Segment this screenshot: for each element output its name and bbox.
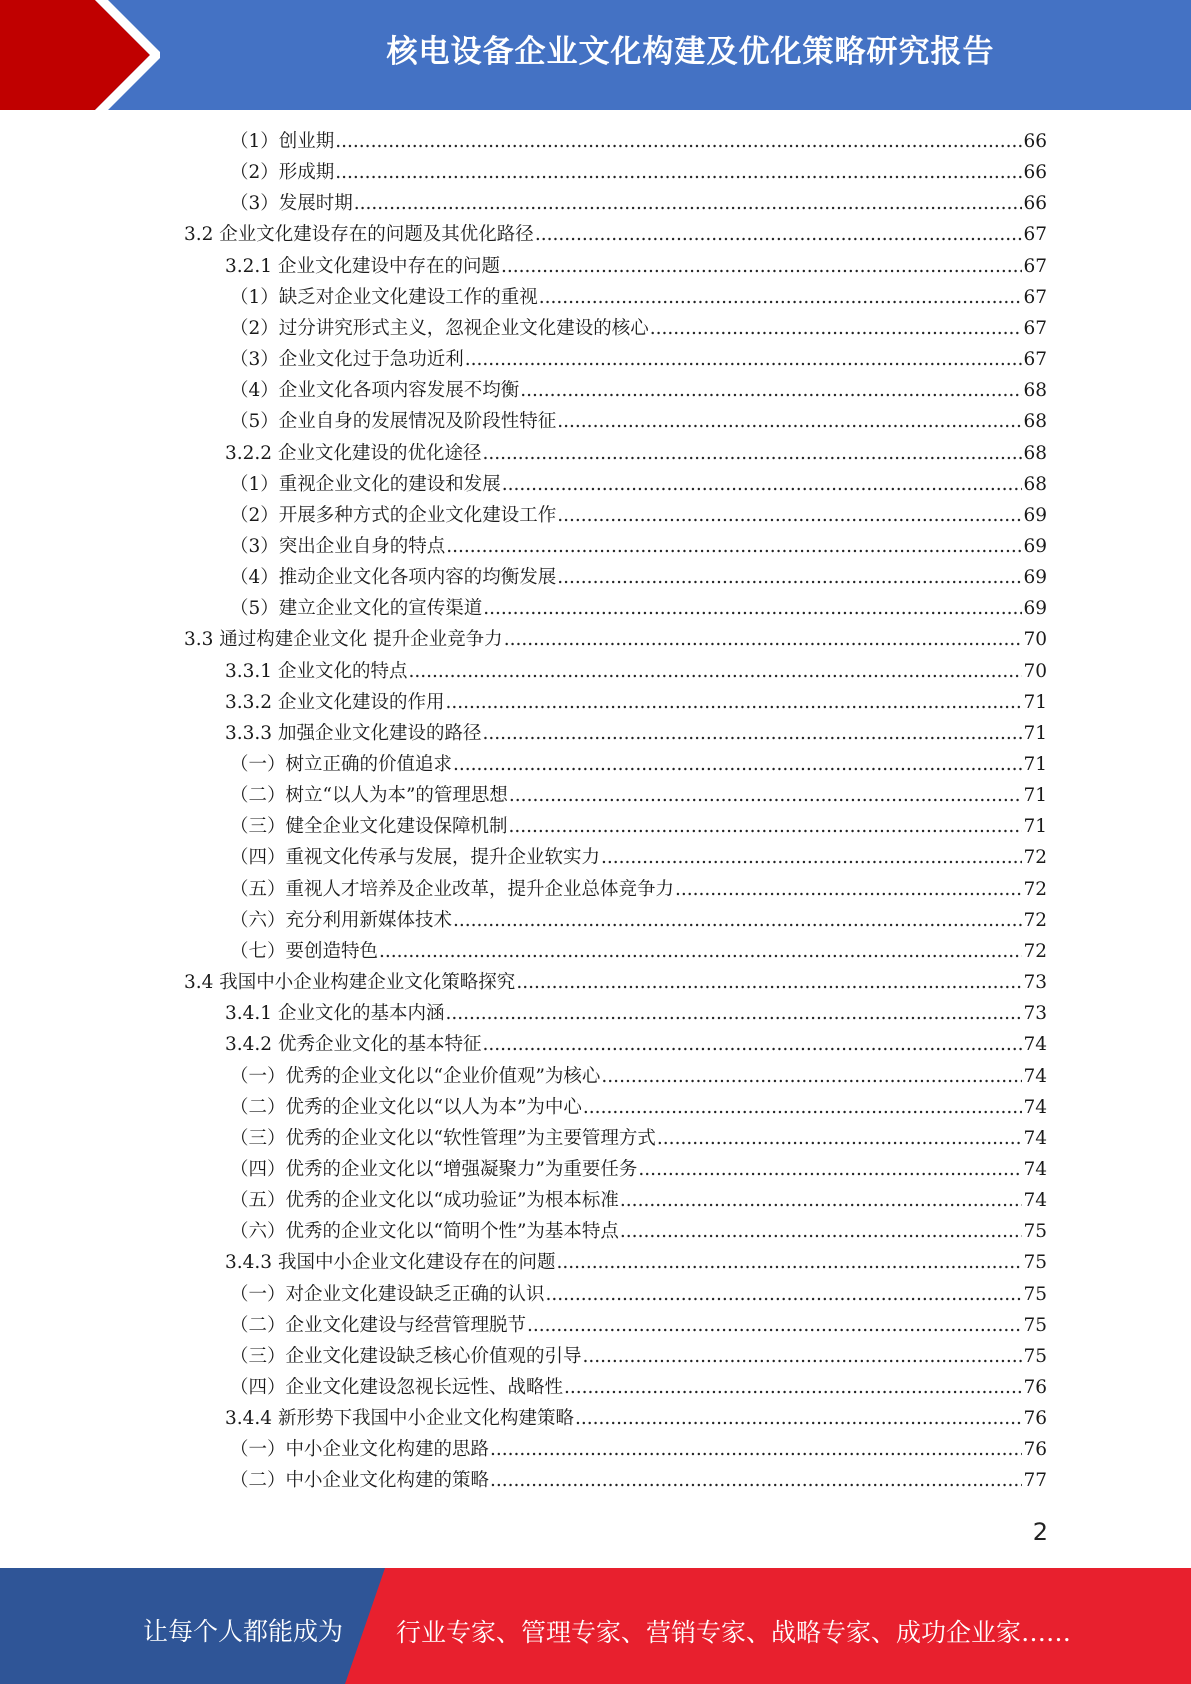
toc-entry[interactable] <box>225 689 1047 717</box>
toc-dot-leader <box>509 782 1023 810</box>
toc-entry[interactable] <box>225 1249 1047 1277</box>
toc-entry[interactable] <box>230 844 1047 872</box>
toc-entry-page: 71 <box>1023 816 1047 837</box>
toc-entry-page: 71 <box>1023 692 1047 713</box>
footer-slogan-left: 让每个人都能成为 <box>143 1617 344 1646</box>
toc-entry-title: （三）企业文化建设缺乏核心价值观的引导 <box>230 1346 582 1367</box>
toc-dot-leader <box>601 1063 1022 1091</box>
toc-entry-title: （二）树立“以人为本”的管理思想 <box>230 785 508 806</box>
toc-entry-title: （七）要创造特色 <box>230 941 379 962</box>
toc-dot-leader <box>620 1218 1023 1246</box>
toc-entry-page: 74 <box>1023 1159 1047 1180</box>
toc-entry-page: 74 <box>1023 1034 1047 1055</box>
toc-entry[interactable] <box>230 1063 1047 1091</box>
toc-entry-page: 69 <box>1023 567 1047 588</box>
toc-dot-leader <box>546 1281 1023 1309</box>
toc-entry[interactable] <box>230 284 1047 312</box>
toc-dot-leader <box>564 1374 1022 1402</box>
toc-entry-page: 76 <box>1023 1377 1047 1398</box>
toc-entry-title: （一）中小企业文化构建的思路 <box>230 1439 490 1460</box>
footer-slogan-right: 行业专家、管理专家、营销专家、战略专家、成功企业家…… <box>396 1618 1072 1647</box>
toc-dot-leader <box>483 595 1022 623</box>
toc-entry-title: 3.2.2 企业文化建设的优化途径 <box>225 443 482 464</box>
toc-entry[interactable] <box>230 471 1047 499</box>
toc-entry-page: 74 <box>1023 1190 1047 1211</box>
toc-entry-title: 3.2 企业文化建设存在的问题及其优化路径 <box>184 224 534 245</box>
toc-entry[interactable] <box>230 564 1047 592</box>
toc-entry-page: 68 <box>1023 474 1047 495</box>
toc-entry-title: 3.3.1 企业文化的特点 <box>225 661 408 682</box>
toc-entry-page: 75 <box>1023 1221 1047 1242</box>
toc-entry-page: 72 <box>1023 879 1047 900</box>
toc-dot-leader <box>504 626 1023 654</box>
document-title: 核电设备企业文化构建及优化策略研究报告 <box>386 34 995 70</box>
toc-entry[interactable] <box>230 1156 1047 1184</box>
toc-entry[interactable] <box>184 969 1047 997</box>
toc-entry-title: （一）树立正确的价值追求 <box>230 754 453 775</box>
toc-dot-leader <box>527 1312 1022 1340</box>
toc-entry-title: （2）形成期 <box>230 162 335 183</box>
toc-dot-leader <box>453 751 1022 779</box>
toc-entry-page: 67 <box>1023 287 1047 308</box>
toc-entry[interactable] <box>230 1218 1047 1246</box>
toc-entry[interactable] <box>230 128 1047 156</box>
toc-entry-page: 67 <box>1023 224 1047 245</box>
toc-entry[interactable] <box>230 782 1047 810</box>
toc-entry[interactable] <box>230 1436 1047 1464</box>
toc-entry-title: （六）充分利用新媒体技术 <box>230 910 453 931</box>
toc-dot-leader <box>675 876 1022 904</box>
toc-entry[interactable] <box>230 408 1047 436</box>
toc-entry[interactable] <box>225 1000 1047 1028</box>
toc-entry[interactable] <box>230 938 1047 966</box>
toc-entry[interactable] <box>230 377 1047 405</box>
toc-entry[interactable] <box>230 1125 1047 1153</box>
toc-entry-page: 70 <box>1023 661 1047 682</box>
toc-entry-page: 74 <box>1023 1128 1047 1149</box>
toc-entry-title: （二）企业文化建设与经营管理脱节 <box>230 1315 527 1336</box>
toc-dot-leader <box>445 689 1022 717</box>
toc-entry-title: （三）优秀的企业文化以“软性管理”为主要管理方式 <box>230 1128 656 1149</box>
toc-dot-leader <box>575 1405 1022 1433</box>
toc-entry-title: 3.3.3 加强企业文化建设的路径 <box>225 723 482 744</box>
toc-entry[interactable] <box>225 440 1047 468</box>
toc-dot-leader <box>482 1031 1022 1059</box>
toc-entry-title: （五）重视人才培养及企业改革，提升企业总体竞争力 <box>230 879 675 900</box>
toc-entry[interactable] <box>184 221 1047 249</box>
toc-entry[interactable] <box>230 1343 1047 1371</box>
toc-dot-leader <box>583 1343 1023 1371</box>
toc-entry[interactable] <box>230 346 1047 374</box>
toc-entry[interactable] <box>230 1312 1047 1340</box>
toc-entry-title: （3）发展时期 <box>230 193 353 214</box>
toc-dot-leader <box>446 533 1022 561</box>
toc-entry-title: （六）优秀的企业文化以“简明个性”为基本特点 <box>230 1221 619 1242</box>
toc-entry[interactable] <box>230 876 1047 904</box>
toc-entry-page: 69 <box>1023 598 1047 619</box>
toc-dot-leader <box>520 377 1022 405</box>
toc-entry[interactable] <box>230 502 1047 530</box>
toc-entry-title: （5）建立企业文化的宣传渠道 <box>230 598 483 619</box>
toc-dot-leader <box>557 502 1022 530</box>
toc-entry-title: （2）开展多种方式的企业文化建设工作 <box>230 505 557 526</box>
toc-entry-title: （1）缺乏对企业文化建设工作的重视 <box>230 287 538 308</box>
toc-entry-page: 66 <box>1023 131 1047 152</box>
toc-entry-title: （二）优秀的企业文化以“以人为本”为中心 <box>230 1097 582 1118</box>
toc-entry-page: 68 <box>1023 443 1047 464</box>
toc-entry[interactable] <box>230 1281 1047 1309</box>
toc-entry-title: （四）优秀的企业文化以“增强凝聚力”为重要任务 <box>230 1159 638 1180</box>
toc-entry-title: 3.3.2 企业文化建设的作用 <box>225 692 445 713</box>
toc-entry[interactable] <box>230 813 1047 841</box>
toc-entry[interactable] <box>230 159 1047 187</box>
toc-entry-title: （四）重视文化传承与发展，提升企业软实力 <box>230 847 601 868</box>
toc-dot-leader <box>557 408 1022 436</box>
toc-entry-page: 77 <box>1023 1470 1047 1491</box>
toc-entry-page: 73 <box>1023 1003 1047 1024</box>
toc-entry[interactable] <box>230 315 1047 343</box>
toc-entry-page: 68 <box>1023 380 1047 401</box>
toc-entry-title: （1）创业期 <box>230 131 335 152</box>
toc-entry-title: 3.2.1 企业文化建设中存在的问题 <box>225 256 500 277</box>
toc-entry-page: 66 <box>1023 162 1047 183</box>
toc-dot-leader <box>601 844 1022 872</box>
toc-dot-leader <box>501 253 1022 281</box>
toc-entry-page: 75 <box>1023 1315 1047 1336</box>
page-number: 2 <box>1032 1518 1048 1546</box>
toc-dot-leader <box>445 1000 1022 1028</box>
toc-dot-leader <box>354 190 1023 218</box>
toc-entry-page: 74 <box>1023 1066 1047 1087</box>
toc-dot-leader <box>556 1249 1022 1277</box>
toc-dot-leader <box>335 128 1022 156</box>
toc-entry-title: 3.4.2 优秀企业文化的基本特征 <box>225 1034 482 1055</box>
toc-dot-leader <box>465 346 1023 374</box>
toc-entry-title: （2）过分讲究形式主义，忽视企业文化建设的核心 <box>230 318 649 339</box>
toc-entry-page: 73 <box>1023 972 1047 993</box>
toc-entry-page: 74 <box>1023 1097 1047 1118</box>
toc-entry-title: （三）健全企业文化建设保障机制 <box>230 816 508 837</box>
toc-dot-leader <box>490 1467 1022 1495</box>
toc-dot-leader <box>509 813 1023 841</box>
toc-entry[interactable] <box>230 595 1047 623</box>
toc-entry[interactable] <box>230 533 1047 561</box>
toc-entry-title: （3）企业文化过于急功近利 <box>230 349 464 370</box>
toc-entry-title: 3.4.4 新形势下我国中小企业文化构建策略 <box>225 1408 574 1429</box>
toc-entry-page: 75 <box>1023 1252 1047 1273</box>
toc-entry-title: 3.4.1 企业文化的基本内涵 <box>225 1003 445 1024</box>
toc-entry[interactable] <box>230 1187 1047 1215</box>
toc-dot-leader <box>650 315 1023 343</box>
toc-dot-leader <box>657 1125 1023 1153</box>
toc-entry-page: 76 <box>1023 1408 1047 1429</box>
toc-dot-leader <box>516 969 1022 997</box>
toc-entry-page: 66 <box>1023 193 1047 214</box>
toc-entry-page: 71 <box>1023 785 1047 806</box>
toc-entry-page: 75 <box>1023 1346 1047 1367</box>
toc-entry-title: （1）重视企业文化的建设和发展 <box>230 474 501 495</box>
toc-entry-page: 70 <box>1023 629 1047 650</box>
toc-dot-leader <box>557 564 1022 592</box>
toc-dot-leader <box>583 1094 1023 1122</box>
toc-entry-title: （一）对企业文化建设缺乏正确的认识 <box>230 1284 545 1305</box>
toc-entry[interactable] <box>230 907 1047 935</box>
toc-entry[interactable] <box>184 626 1047 654</box>
header-red-arrow <box>0 0 150 110</box>
toc-entry[interactable] <box>225 1405 1047 1433</box>
toc-entry-title: 3.3 通过构建企业文化 提升企业竞争力 <box>184 629 503 650</box>
toc-entry-page: 72 <box>1023 910 1047 931</box>
toc-entry[interactable] <box>225 253 1047 281</box>
toc-dot-leader <box>502 471 1023 499</box>
toc-dot-leader <box>535 221 1023 249</box>
toc-entry-page: 69 <box>1023 505 1047 526</box>
toc-dot-leader <box>638 1156 1022 1184</box>
toc-dot-leader <box>453 907 1022 935</box>
toc-dot-leader <box>482 720 1022 748</box>
toc-dot-leader <box>408 658 1022 686</box>
toc-entry-page: 69 <box>1023 536 1047 557</box>
toc-entry-page: 67 <box>1023 256 1047 277</box>
toc-entry-title: （二）中小企业文化构建的策略 <box>230 1470 490 1491</box>
toc-dot-leader <box>482 440 1022 468</box>
toc-entry-page: 68 <box>1023 411 1047 432</box>
toc-dot-leader <box>379 938 1022 966</box>
toc-dot-leader <box>490 1436 1022 1464</box>
toc-dot-leader <box>539 284 1023 312</box>
toc-entry-title: （四）企业文化建设忽视长远性、战略性 <box>230 1377 564 1398</box>
toc-entry-title: （4）推动企业文化各项内容的均衡发展 <box>230 567 557 588</box>
page-footer <box>0 1568 1191 1684</box>
toc-entry-title: 3.4 我国中小企业构建企业文化策略探究 <box>184 972 516 993</box>
toc-entry-title: （一）优秀的企业文化以“企业价值观”为核心 <box>230 1066 601 1087</box>
toc-entry-page: 72 <box>1023 847 1047 868</box>
toc-entry-page: 72 <box>1023 941 1047 962</box>
toc-entry-title: （五）优秀的企业文化以“成功验证”为根本标准 <box>230 1190 619 1211</box>
toc-entry-title: 3.4.3 我国中小企业文化建设存在的问题 <box>225 1252 556 1273</box>
toc-dot-leader <box>620 1187 1023 1215</box>
toc-entry[interactable] <box>230 1094 1047 1122</box>
header-arrow-decoration <box>0 0 160 110</box>
toc-entry-page: 67 <box>1023 349 1047 370</box>
toc-entry[interactable] <box>230 751 1047 779</box>
toc-dot-leader <box>335 159 1022 187</box>
toc-entry[interactable] <box>230 1374 1047 1402</box>
toc-entry-title: （4）企业文化各项内容发展不均衡 <box>230 380 520 401</box>
toc-entry[interactable] <box>225 658 1047 686</box>
page-header <box>0 0 1191 110</box>
toc-entry-title: （5）企业自身的发展情况及阶段性特征 <box>230 411 557 432</box>
toc-entry-page: 71 <box>1023 754 1047 775</box>
toc-entry[interactable] <box>230 190 1047 218</box>
toc-entry[interactable] <box>225 720 1047 748</box>
toc-entry-page: 67 <box>1023 318 1047 339</box>
toc-entry[interactable] <box>230 1467 1047 1495</box>
toc-entry-title: （3）突出企业自身的特点 <box>230 536 446 557</box>
toc-entry-page: 71 <box>1023 723 1047 744</box>
toc-entry-page: 75 <box>1023 1284 1047 1305</box>
toc-entry-page: 76 <box>1023 1439 1047 1460</box>
toc-entry[interactable] <box>225 1031 1047 1059</box>
